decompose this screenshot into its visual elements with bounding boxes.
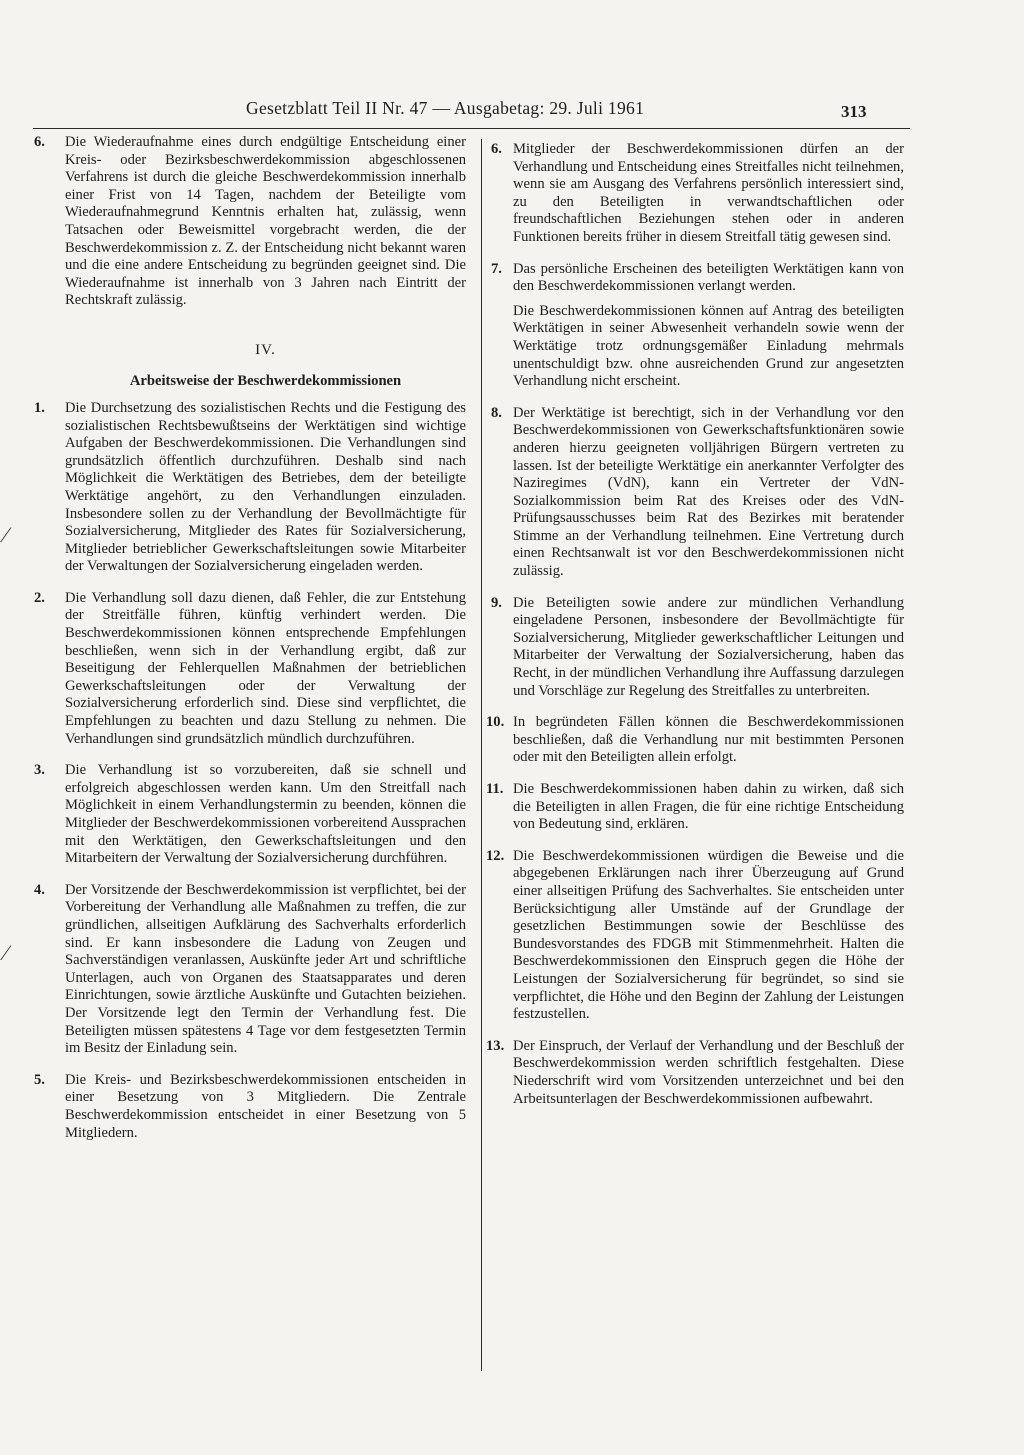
item-text: Der Werktätige ist berechtigt, sich in der Verhandlung vor den Beschwerdekommissionen von Gewerkschaftsfunktionären sowie anderen hierzu geeigneten volljährigen Bürgern vertreten zu lassen. Ist der beteiligte Werktätige ein anerkannter Verfolgter des Naziregimes (VdN), kann ein Vertreter der VdN-Sozialkommission beim Rat des Kreises oder des VdN-Prüfungsausschusses beim Rat des Bezirkes mit beratender Stimme an der Verhandlung teilnehmen. Eine Vertretung durch einen Rechtsanwalt ist vor den Beschwerdekommissionen nicht zulässig. <box>513 404 904 580</box>
item-text: Der Vorsitzende der Beschwerdekommission ist verpflichtet, bei der Vorbereitung der Verhandlung alle Maßnahmen zu treffen, die zur gründlichen, allseitigen Aufklärung des Sachverhalts erforderlich sind. Er kann insbesondere die Ladung von Zeugen und Sachverständigen veranlassen, Auskünfte jeder Art und schriftliche Unterlagen, auch von Organen des Staatsapparates und deren Einrichtungen, sowie ärztliche Auskünfte und Gutachten beiziehen. Der Vorsitzende legt den Termin der Verhandlung fest. Die Beteiligten müssen spätestens 4 Tage vor dem festgesetzten Termin im Besitz der Einladung sein. <box>65 881 466 1057</box>
list-item <box>486 1038 904 1108</box>
right-column <box>486 141 904 1108</box>
list-item <box>34 400 466 576</box>
item-number: 5. <box>34 1071 45 1088</box>
list-item <box>486 848 904 1024</box>
item-number: 13. <box>486 1037 505 1054</box>
section-number: IV. <box>255 341 276 358</box>
item-number: 11. <box>486 781 504 797</box>
item-number: 9. <box>491 594 502 611</box>
item-text: Die Verhandlung soll dazu dienen, daß Fehler, die zur Entstehung der Streitfälle führen, künftig verhindert werden. Die Beschwerdekommissionen können entsprechende Empfehlungen beschließen, wenn sich in der Verhandlung ergibt, daß zur Beseitigung der Fehlerquellen Maßnahmen der betrieblichen Gewerkschaftsleitungen oder der Verwaltung der Sozialversicherung erforderlich sind. Diese sind verpflichtet, die Empfehlungen zu beachten und dazu Stellung zu nehmen. Die Verhandlungen sind grundsätzlich mündlich durchzuführen. <box>65 589 466 747</box>
item-number: 4. <box>34 881 45 898</box>
item-number: 1. <box>34 399 45 416</box>
item-text: Die Wiederaufnahme eines durch endgültige Entscheidung einer Kreis- oder Bezirksbeschwerdekommission abgeschlossenen Verfahrens ist durch die gleiche Beschwerdekommission innerhalb einer Frist von 14 Tagen, nachdem der Beteiligte vom Wiederaufnahmegrund Kenntnis erhalten hat, zulässig, wenn Tatsachen oder Beweismittel vorgebracht werden, die der Beschwerdekommission z. Z. der Entscheidung nicht bekannt waren und die eine andere Entscheidung zu begründen geeignet sind. Die Wiederaufnahme ist innerhalb von 3 Jahren nach Eintritt der Rechtskraft zulässig. <box>65 134 466 309</box>
list-item <box>486 595 904 701</box>
column-divider <box>481 139 482 1371</box>
list-item <box>34 882 466 1058</box>
item-text: Die Beteiligten sowie andere zur mündlichen Verhandlung eingeladene Personen, insbesondere der Bevollmächtigte für Sozialversicherung, Mitglieder gewerkschaftlicher Leitungen und Mitarbeiter der Verwaltung der Sozialversicherung, haben das Recht, in der mündlichen Verhandlung ihre Auffassung darzulegen und Vorschläge zur Regelung des Streitfalles zu unterbreiten. <box>513 594 904 699</box>
margin-mark: ⁄ <box>4 522 8 547</box>
list-item <box>486 261 904 391</box>
item-number: 2. <box>34 589 45 606</box>
left-column <box>34 134 466 1142</box>
header-rule <box>33 128 910 129</box>
header-title: Gesetzblatt Teil II Nr. 47 — Ausgabetag: 29. Juli 1961 <box>246 98 645 118</box>
item-number: 8. <box>491 404 502 421</box>
item-text: Mitglieder der Beschwerdekommissionen dürfen an der Verhandlung und Entscheidung eines Streitfalles nicht teilnehmen, wenn sie am Ausgang des Verfahrens persönlich interessiert sind, zu den Beteiligten in verwandtschaftlichen oder freundschaftlichen Beziehungen stehen oder in anderen Funktionen bereits früher in diesem Streitfall tätig gewesen sind. <box>513 141 904 245</box>
item-text: Die Beschwerdekommissionen würdigen die Beweise und die abgegebenen Erklärungen nach ihrer Überzeugung auf Grund einer allseitigen Prüfung des Sachverhaltes. Sie entscheiden unter Berücksichtigung aller Umstände auf der Grundlage der gesetzlichen Bestimmungen sowie der Beschlüsse des Bundesvorstandes des FDGB mit Stimmenmehrheit. Halten die Beschwerdekommissionen den Einspruch gegen die Höhe der Leistungen der Sozialversicherung für begründet, so sind sie verpflichtet, die Höhe und den Beginn der Zahlung der Leistungen festzustellen. <box>513 847 904 1023</box>
item-text: Die Kreis- und Bezirksbeschwerdekommissionen entscheiden in einer Besetzung von 3 Mitgliedern. Die Zentrale Beschwerdekommission entscheidet in einer Besetzung von 5 Mitgliedern. <box>65 1071 466 1141</box>
item-text: In begründeten Fällen können die Beschwerdekommissionen beschließen, daß die Verhandlung nur mit bestimmten Personen oder mit den Beteiligten allein erfolgt. <box>513 714 904 766</box>
list-item <box>486 141 904 247</box>
page-header <box>0 98 1024 128</box>
list-item <box>34 590 466 748</box>
list-item <box>34 134 466 310</box>
section-title: Arbeitsweise der Beschwerdekommissionen <box>129 372 402 389</box>
item-number: 6. <box>491 141 502 157</box>
item-text: Das persönliche Erscheinen des beteiligten Werktätigen kann von den Beschwerdekommissionen verlangt werden. <box>513 260 904 295</box>
list-item <box>486 405 904 581</box>
item-text: Der Einspruch, der Verlauf der Verhandlung und der Beschluß der Beschwerdekommission werden schriftlich festgehalten. Diese Niederschrift wird vom Vorsitzenden unterzeichnet und bei den Arbeitsunterlagen der Beschwerdekommissionen aufbewahrt. <box>513 1037 904 1107</box>
item-number: 10. <box>486 714 505 731</box>
item-number: 6. <box>34 134 45 150</box>
item-text: Die Beschwerdekommissionen haben dahin zu wirken, daß sich die Beteiligten in allen Fragen, die für eine richtige Entscheidung von Bedeutung sind, erklären. <box>513 781 904 833</box>
item-text: Die Verhandlung ist so vorzubereiten, daß sie schnell und erfolgreich abgeschlossen werden kann. Um den Streitfall nach Möglichkeit in einem Verhandlungstermin zu beenden, können die Mitglieder der Beschwerdekommissionen vorbereitend Aussprachen mit den Werktätigen, den Gewerkschaftsleitungen und den Mitarbeitern der Verwaltung der Sozialversicherung durchführen. <box>65 762 466 867</box>
list-item <box>486 781 904 834</box>
item-subparagraph: Die Beschwerdekommissionen können auf Antrag des beteiligten Werktätigen in seiner Abwesenheit verhandeln sowie wenn der Werktätige trotz ordnungsgemäßer Einladung mehrmals unentschuldigt bzw. ohne ausreichenden Grund zur angesetzten Verhandlung nicht erscheint. <box>513 302 904 390</box>
item-number: 12. <box>486 847 505 864</box>
list-item <box>486 714 904 767</box>
item-number: 3. <box>34 762 45 779</box>
list-item <box>34 762 466 868</box>
page-number: 313 <box>841 102 867 121</box>
margin-mark: ⁄ <box>4 940 8 965</box>
item-number: 7. <box>491 260 502 277</box>
list-item <box>34 1072 466 1142</box>
item-text: Die Durchsetzung des sozialistischen Rechts und die Festigung des sozialistischen Rechtsbewußtseins der Werktätigen sind wichtige Aufgaben der Beschwerdekommissionen. Die Verhandlungen sind grundsätzlich öffentlich durchzuführen. Deshalb sind nach Möglichkeit die Werktätigen des Betriebes, dem der beteiligte Werktätige angehört, zu den Verhandlungen einzuladen. Insbesondere sollen zu der Verhandlung der Bevollmächtigte für Sozialversicherung, Mitglieder des Rates für Sozialversicherung, Mitglieder betrieblicher Gewerkschaftsleitungen sowie Mitarbeiter der Verwaltungen der Sozialversicherung eingeladen werden. <box>65 399 466 575</box>
